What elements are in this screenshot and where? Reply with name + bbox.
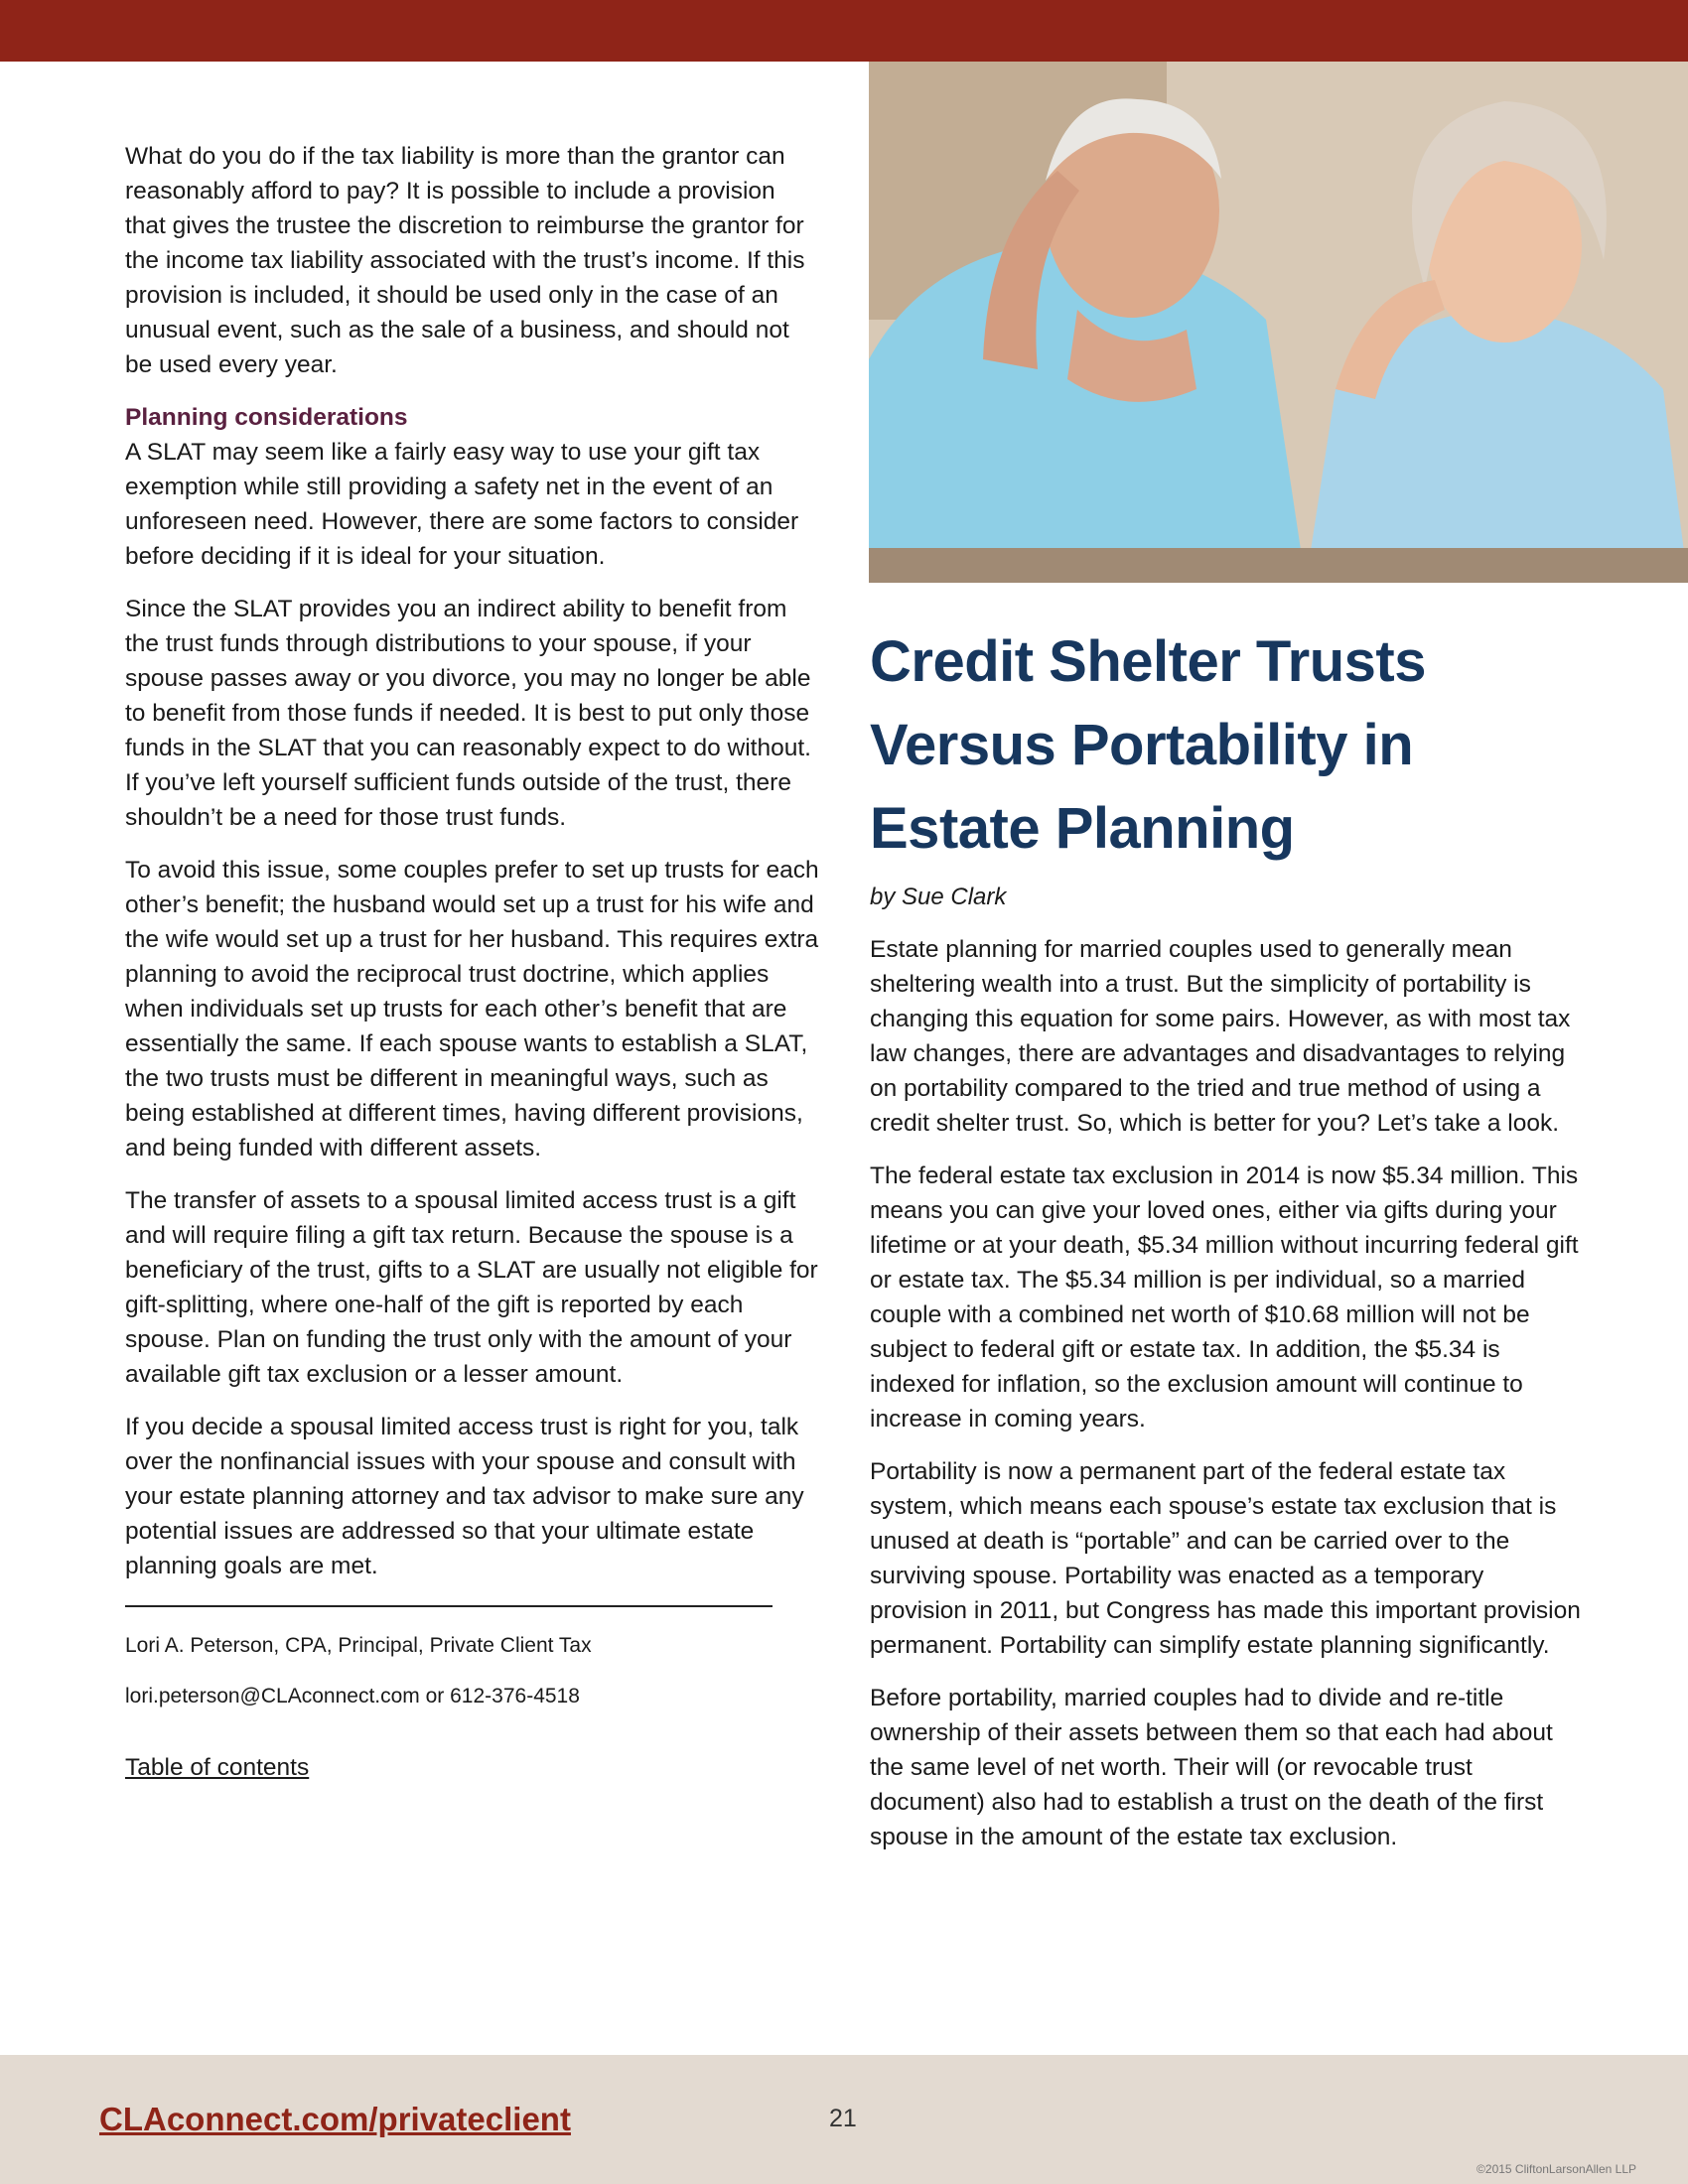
couple-photo — [869, 62, 1688, 583]
divider-rule — [125, 1605, 773, 1607]
left-paragraph-1: What do you do if the tax liability is more than the grantor can reasonably afford to pay? It is possible to include a provision that gives the trustee the discretion to reimburse the grantor for the income tax liability associated with the trust’s income. If this provision is included, it should be used only in the case of an unusual event, such as the sale of a business, and should not be used every year. — [125, 143, 805, 378]
left-paragraph-5: The transfer of assets to a spousal limited access trust is a gift and will require filing a gift tax return. Because the spouse is a beneficiary of the trust, gifts to a SLAT are usually not eligible for gift-splitting, where one-half of the gift is reported by each spouse. Plan on funding the trust only with the amount of your available gift tax exclusion or a lesser amount. — [125, 1187, 818, 1388]
table-of-contents-link[interactable]: Table of contents — [125, 1754, 310, 1781]
article-byline: by Sue Clark — [870, 884, 1007, 910]
headline-line-3: Estate Planning — [870, 796, 1295, 861]
article-body — [870, 932, 1585, 1854]
left-paragraph-6: If you decide a spousal limited access trust is right for you, talk over the nonfinancial issues with your spouse and consult with your estate planning attorney and tax advisor to make sure any potential issues are addressed so that your ultimate estate planning goals are met. — [125, 1414, 804, 1579]
right-paragraph-1: Estate planning for married couples used to generally mean sheltering wealth into a trust. But the simplicity of portability is changing this equation for some pairs. However, as with most tax law changes, there are advantages and disadvantages to relying on portability compared to the tried and true method of using a credit shelter trust. So, which is better for you? Let’s take a look. — [870, 936, 1571, 1137]
article-headline — [870, 620, 1585, 871]
left-paragraph-3: Since the SLAT provides you an indirect ability to benefit from the trust funds through distributions to your spouse, if your spouse passes away or you divorce, you may no longer be able to benefit from those funds if needed. It is best to put only those funds in the SLAT that you can reasonably expect to do without. If you’ve left yourself sufficient funds outside of the trust, there shouldn’t be a need for those trust funds. — [125, 596, 811, 831]
top-banner — [0, 0, 1688, 62]
page-number: 21 — [829, 2105, 857, 2132]
headline-line-2: Versus Portability in — [870, 713, 1414, 777]
copyright-notice: ©2015 CliftonLarsonAllen LLP — [1477, 2162, 1636, 2176]
author-credit: Lori A. Peterson, CPA, Principal, Private Client Tax — [125, 1634, 592, 1657]
right-paragraph-2: The federal estate tax exclusion in 2014 is now $5.34 million. This means you can give your loved ones, either via gifts during your lifetime or at your death, $5.34 million without incurring federal gift or estate tax. The $5.34 million is per individual, so a married couple with a combined net worth of $10.68 million will not be subject to federal gift or estate tax. In addition, the $5.34 is indexed for inflation, so the exclusion amount will continue to increase in coming years. — [870, 1162, 1579, 1433]
couple-illustration — [869, 62, 1688, 583]
right-paragraph-4: Before portability, married couples had to divide and re-title ownership of their assets between them so that each had about the same level of net worth. Their will (or revocable trust document) also had to establish a trust on the death of the first spouse in the amount of the estate tax exclusion. — [870, 1685, 1553, 1850]
left-column — [125, 139, 820, 1785]
website-link[interactable]: CLAconnect.com/privateclient — [99, 2101, 571, 2137]
right-paragraph-3: Portability is now a permanent part of the federal estate tax system, which means each spouse’s estate tax exclusion that is unused at death is “portable” and can be carried over to the surviving spouse. Portability was enacted as a temporary provision in 2011, but Congress has made this important provision permanent. Portability can simplify estate planning significantly. — [870, 1458, 1581, 1659]
headline-line-1: Credit Shelter Trusts — [870, 629, 1426, 694]
author-contact[interactable]: lori.peterson@CLAconnect.com or 612-376-4518 — [125, 1685, 580, 1707]
left-paragraph-4: To avoid this issue, some couples prefer to set up trusts for each other’s benefit; the husband would set up a trust for his wife and the wife would set up a trust for her husband. This requires extra planning to avoid the reciprocal trust doctrine, which applies when individuals set up trusts for each other’s benefit that are essentially the same. If each spouse wants to establish a SLAT, the two trusts must be different in meaningful ways, such as being established at different times, having different provisions, and being funded with different assets. — [125, 857, 819, 1161]
section-subheading: Planning considerations — [125, 404, 408, 431]
left-paragraph-2: A SLAT may seem like a fairly easy way to use your gift tax exemption while still providing a safety net in the event of an unforeseen need. However, there are some factors to consider before deciding if it is ideal for your situation. — [125, 439, 799, 570]
right-column — [870, 620, 1585, 1872]
